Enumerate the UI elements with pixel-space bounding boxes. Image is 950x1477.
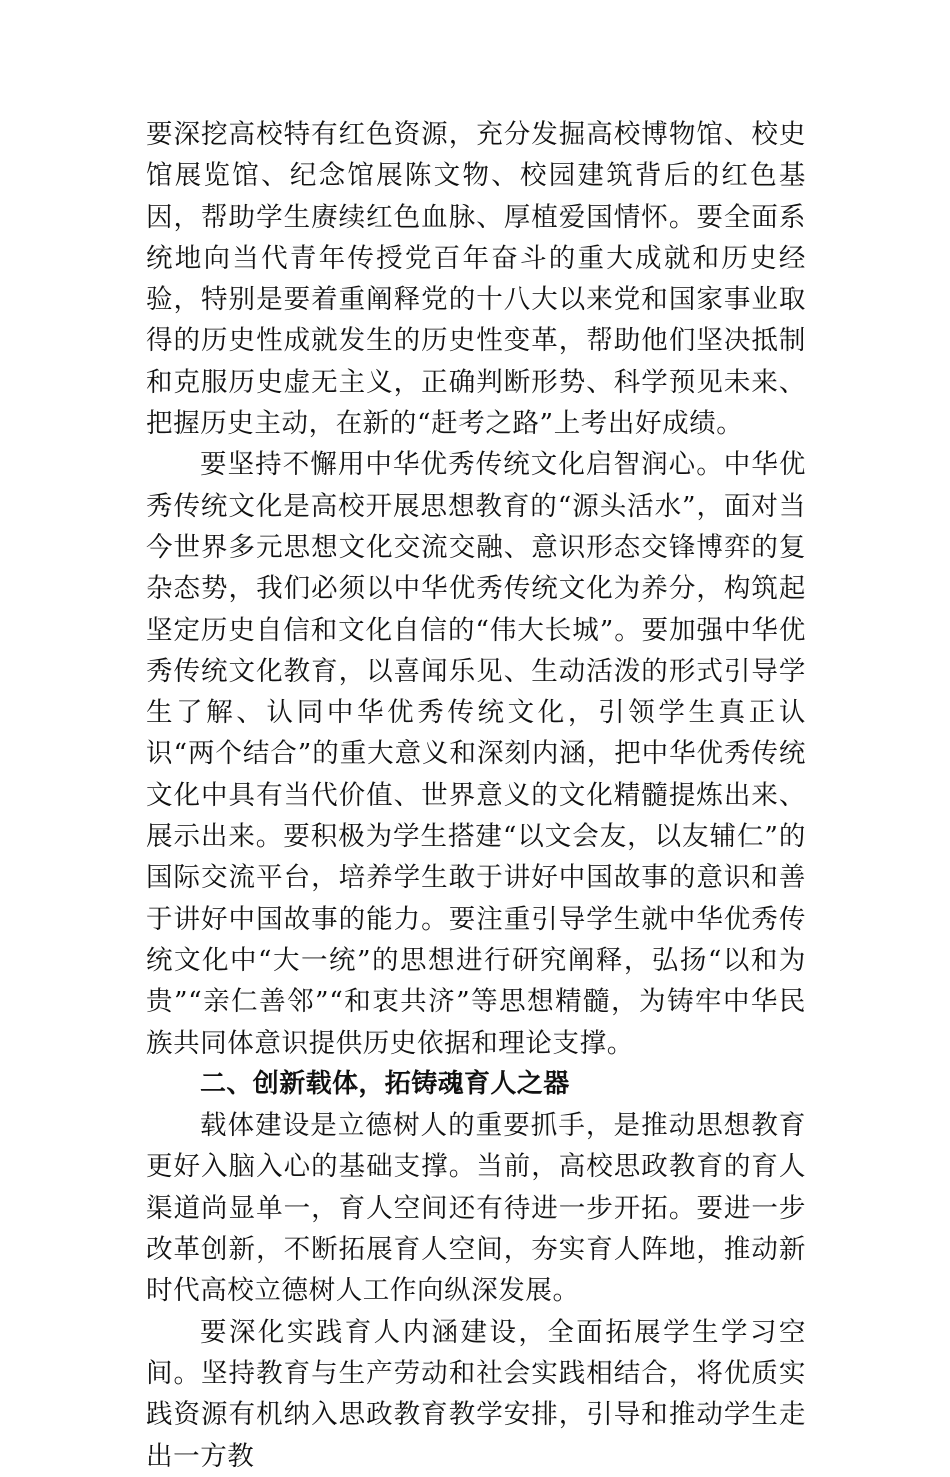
paragraph-traditional-culture: 要坚持不懈用中华优秀传统文化启智润心。中华优秀传统文化是高校开展思想教育的“源头活水”，面对当今世界多元思想文化交流交融、意识形态交锋博弈的复杂态势，我们必须以中华优秀传统文化为养分，构筑起坚定历史自信和文化自信的“伟大长城”。要加强中华优秀传统文化教育，以喜闻乐见、生动活泼的形式引导学生了解、认同中华优秀传统文化，引领学生真正认识“两个结合”的重大意义和深刻内涵，把中华优秀传统文化中具有当代价值、世界意义的文化精髓提炼出来、展示出来。要积极为学生搭建“以文会友，以友辅仁”的国际交流平台，培养学生敢于讲好中国故事的意识和善于讲好中国故事的能力。要注重引导学生就中华优秀传统文化中“大一统”的思想进行研究阐释，弘扬“以和为贵”“亲仁善邻”“和衷共济”等思想精髓，为铸牢中华民族共同体意识提供历史依据和理论支撑。 [146, 449, 806, 1059]
paragraph-practice-education: 要深化实践育人内涵建设，全面拓展学生学习空间。坚持教育与生产劳动和社会实践相结合，将优质实践资源有机纳入思政教育教学安排，引导和推动学生走出一方教 [146, 1316, 806, 1472]
paragraph-carrier-construction: 载体建设是立德树人的重要抓手，是推动思想教育更好入脑入心的基础支撑。当前，高校思政教育的育人渠道尚显单一，育人空间还有待进一步开拓。要进一步改革创新，不断拓展育人空间，夯实育人阵地，推动新时代高校立德树人工作向纵深发展。 [146, 1110, 806, 1307]
section-heading-innovate-carrier: 二、创新载体，拓铸魂育人之器 [200, 1068, 570, 1099]
document-body [146, 114, 806, 1477]
paragraph-red-resources: 要深挖高校特有红色资源，充分发掘高校博物馆、校史馆展览馆、纪念馆展陈文物、校园建筑背后的红色基因，帮助学生赓续红色血脉、厚植爱国情怀。要全面系统地向当代青年传授党百年奋斗的重大成就和历史经验，特别是要着重阐释党的十八大以来党和国家事业取得的历史性成就发生的历史性变革，帮助他们坚决抵制和克服历史虚无主义，正确判断形势、科学预见未来、把握历史主动，在新的“赶考之路”上考出好成绩。 [146, 119, 806, 440]
